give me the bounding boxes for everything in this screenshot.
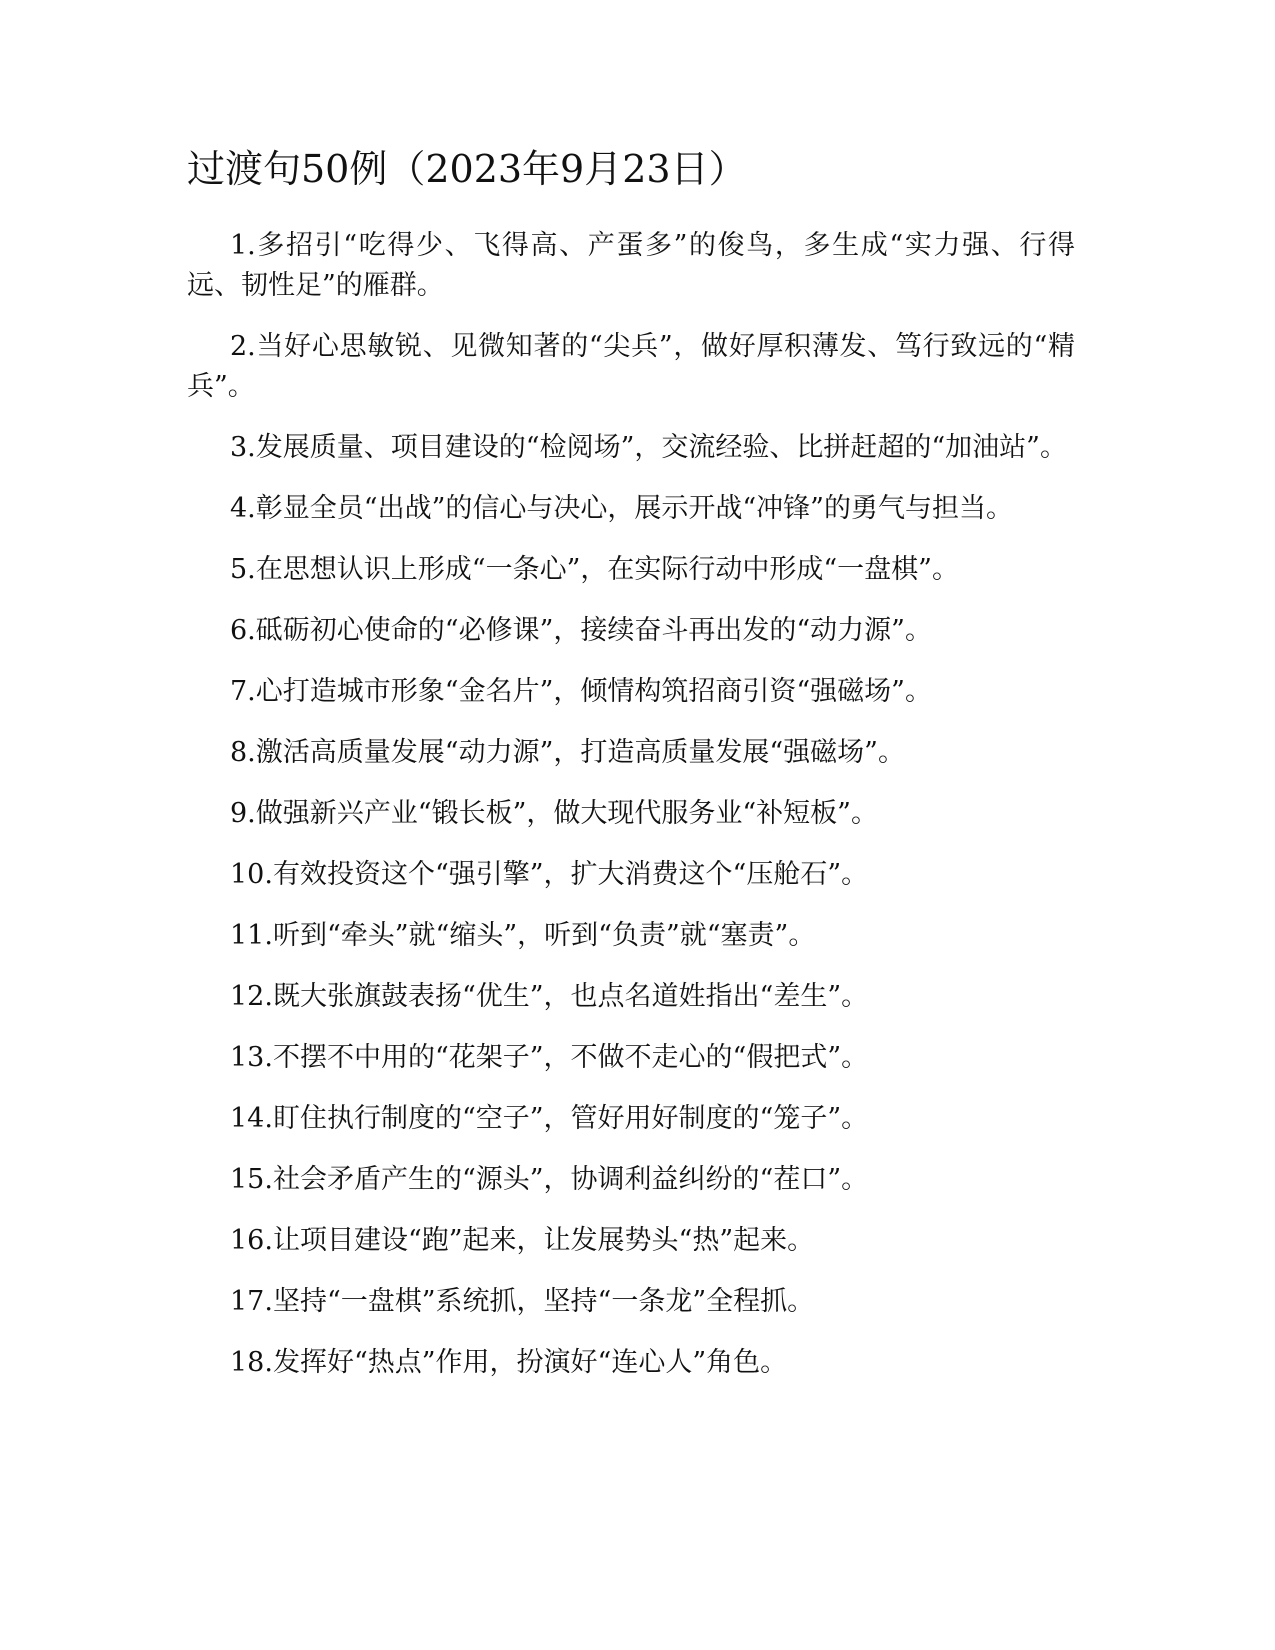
list-item: 11.听到“牵头”就“缩头”，听到“负责”就“塞责”。: [230, 920, 816, 951]
list-item: 14.盯住执行制度的“空子”，管好用好制度的“笼子”。: [230, 1103, 869, 1134]
list-item: 13.不摆不中用的“花架子”，不做不走心的“假把式”。: [230, 1042, 869, 1073]
list-item: 18.发挥好“热点”作用，扮演好“连心人”角色。: [230, 1347, 788, 1378]
list-item: 2.当好心思敏锐、见微知著的“尖兵”，做好厚积薄发、笃行致远的“精兵”。: [187, 331, 1075, 402]
list-item: 10.有效投资这个“强引擎”，扩大消费这个“压舱石”。: [230, 859, 869, 890]
list-item: 15.社会矛盾产生的“源头”，协调利益纠纷的“茬口”。: [230, 1164, 869, 1195]
list-item: 5.在思想认识上形成“一条心”，在实际行动中形成“一盘棋”。: [230, 554, 959, 585]
list-item: 9.做强新兴产业“锻长板”，做大现代服务业“补短板”。: [230, 798, 878, 829]
list-item: 16.让项目建设“跑”起来，让发展势头“热”起来。: [230, 1225, 815, 1256]
list-item: 1.多招引“吃得少、飞得高、产蛋多”的俊鸟，多生成“实力强、行得远、韧性足”的雁群。: [187, 230, 1075, 301]
list-item: 7.心打造城市形象“金名片”，倾情构筑招商引资“强磁场”。: [230, 676, 932, 707]
list-item: 8.激活高质量发展“动力源”，打造高质量发展“强磁场”。: [230, 737, 905, 768]
transition-sentence-list: [187, 226, 1075, 1404]
list-item: 4.彰显全员“出战”的信心与决心，展示开战“冲锋”的勇气与担当。: [230, 493, 1013, 524]
document-title: 过渡句50例（2023年9月23日）: [187, 147, 747, 191]
list-item: 12.既大张旗鼓表扬“优生”，也点名道姓指出“差生”。: [230, 981, 869, 1012]
list-item: 17.坚持“一盘棋”系统抓，坚持“一条龙”全程抓。: [230, 1286, 815, 1317]
list-item: 6.砥砺初心使命的“必修课”，接续奋斗再出发的“动力源”。: [230, 615, 932, 646]
list-item: 3.发展质量、项目建设的“检阅场”，交流经验、比拼赶超的“加油站”。: [230, 432, 1067, 463]
